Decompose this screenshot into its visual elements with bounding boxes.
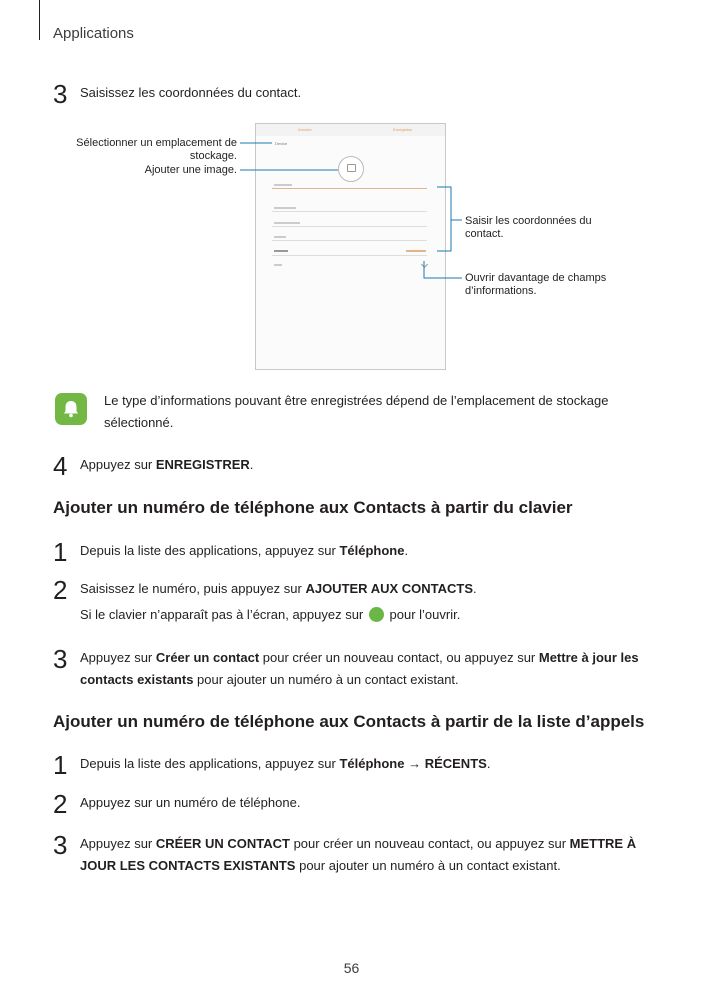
callout-lines (0, 0, 703, 400)
step-subtext: Si le clavier n’apparaît pas à l’écran, appuyez sur pour l’ouvrir. (80, 607, 461, 622)
keypad-icon (369, 607, 384, 622)
step-text: Saisissez le numéro, puis appuyez sur AJOUTER AUX CONTACTS. (80, 581, 477, 596)
step-number: 2 (53, 575, 68, 605)
step-number: 1 (53, 537, 68, 567)
step-text: Appuyez sur ENREGISTRER. (80, 457, 254, 472)
page-number: 56 (343, 960, 360, 976)
callout-details: Saisir les coordonnées du contact. (465, 215, 592, 240)
section-title: Ajouter un numéro de téléphone aux Contacts à partir du clavier (53, 498, 573, 517)
section-title: Ajouter un numéro de téléphone aux Contacts à partir de la liste d’appels (53, 712, 645, 731)
screen-cancel-button[interactable]: Annuler (298, 127, 312, 132)
screen-storage-selector[interactable]: Device (275, 141, 288, 146)
step-number: 2 (53, 789, 68, 819)
page-section-label: Applications (53, 25, 134, 42)
step-number: 3 (53, 830, 68, 860)
step-text: Appuyez sur Créer un contact pour créer un nouveau contact, ou appuyez sur Mettre à jour les contacts existants pour ajouter un numéro à un contact existant. (80, 650, 639, 687)
callout-line-more (424, 261, 462, 278)
screen-save-button[interactable]: Enregistrer (393, 127, 413, 132)
step-number: 1 (53, 750, 68, 780)
step-text: Saisissez les coordonnées du contact. (80, 85, 302, 100)
callout-image: Ajouter une image. (144, 164, 237, 176)
step-number: 3 (53, 644, 68, 674)
note-text: Le type d’informations pouvant être enregistrées dépend de l’emplacement de stockage sélectionné. (104, 393, 609, 430)
callout-more: Ouvrir davantage de champs d’informations. (465, 272, 607, 297)
callout-bracket-details (437, 187, 451, 251)
step-number: 4 (53, 451, 68, 481)
step-text: Depuis la liste des applications, appuyez sur Téléphone → RÉCENTS. (80, 756, 491, 771)
step-text: Appuyez sur un numéro de téléphone. (80, 795, 301, 810)
callout-storage: Sélectionner un emplacement de stockage. (76, 137, 237, 162)
step-number: 3 (53, 79, 68, 109)
bell-icon (60, 398, 82, 420)
step-text: Depuis la liste des applications, appuyez sur Téléphone. (80, 543, 409, 558)
step-text: Appuyez sur CRÉER UN CONTACT pour créer un nouveau contact, ou appuyez sur METTRE À JOUR LES CONTACTS EXISTANTS pour ajouter un numéro à un contact existant. (80, 836, 637, 873)
